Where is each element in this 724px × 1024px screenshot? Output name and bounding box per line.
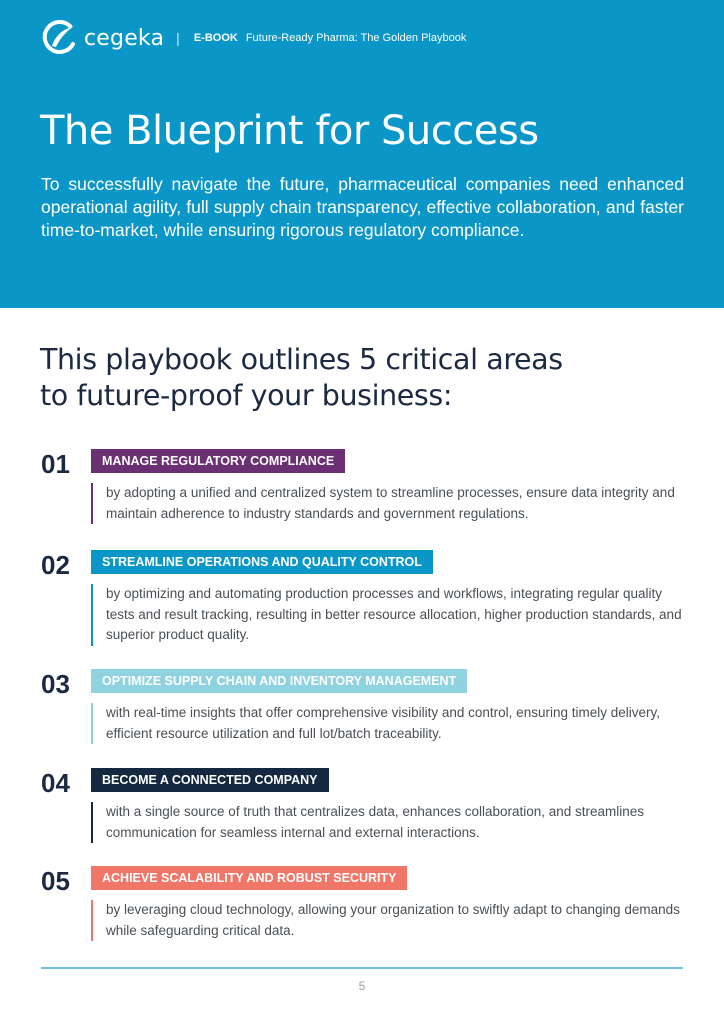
doc-type-label: E-BOOK bbox=[193, 32, 238, 44]
area-description: by optimizing and automating production processes and workflows, integrating regular quality tests and result tracking, resulting in better resource allocation, higher production standards, and superior product quality. bbox=[91, 584, 691, 646]
page-title: The Blueprint for Success bbox=[40, 108, 539, 154]
intro-line-1: This playbook outlines 5 critical areas bbox=[40, 343, 563, 376]
hero-banner bbox=[0, 0, 724, 308]
area-title-badge: BECOME A CONNECTED COMPANY bbox=[91, 768, 329, 792]
area-title-badge: STREAMLINE OPERATIONS AND QUALITY CONTROL bbox=[91, 550, 433, 574]
hero-paragraph: To successfully navigate the future, pharmaceutical companies need enhanced operational agility, full supply chain transparency, effective collaboration, and faster time-to-market, while ensuring rigorous regulatory compliance. bbox=[41, 174, 684, 240]
area-description: with real-time insights that offer comprehensive visibility and control, ensuring timely delivery, efficient resource utilization and full lot/batch traceability. bbox=[91, 703, 691, 744]
area-description: by adopting a unified and centralized system to streamline processes, ensure data integrity and maintain adherence to industry standards and government regulations. bbox=[91, 483, 691, 524]
cegeka-logo-icon bbox=[40, 20, 78, 56]
area-title-badge: MANAGE REGULATORY COMPLIANCE bbox=[91, 449, 345, 473]
doc-title: Future-Ready Pharma: The Golden Playbook bbox=[245, 32, 467, 44]
brand-name: cegeka bbox=[84, 25, 165, 51]
area-description: by leveraging cloud technology, allowing your organization to swiftly adapt to changing demands while safeguarding critical data. bbox=[91, 900, 691, 941]
area-number: 02 bbox=[41, 550, 70, 580]
area-title-badge: OPTIMIZE SUPPLY CHAIN AND INVENTORY MANAGEMENT bbox=[91, 669, 467, 693]
intro-heading bbox=[40, 342, 563, 414]
area-number: 03 bbox=[41, 669, 70, 699]
header-separator: | bbox=[176, 30, 180, 46]
area-number: 04 bbox=[41, 768, 70, 798]
area-description: with a single source of truth that centralizes data, enhances collaboration, and streamlines communication for seamless internal and external interactions. bbox=[91, 802, 691, 843]
area-title-badge: ACHIEVE SCALABILITY AND ROBUST SECURITY bbox=[91, 866, 407, 890]
header-bar bbox=[40, 20, 466, 56]
area-number: 05 bbox=[41, 866, 70, 896]
area-number: 01 bbox=[41, 449, 70, 479]
intro-line-2: to future-proof your business: bbox=[40, 379, 453, 412]
page-number: 5 bbox=[358, 979, 366, 993]
footer-divider bbox=[41, 967, 683, 969]
